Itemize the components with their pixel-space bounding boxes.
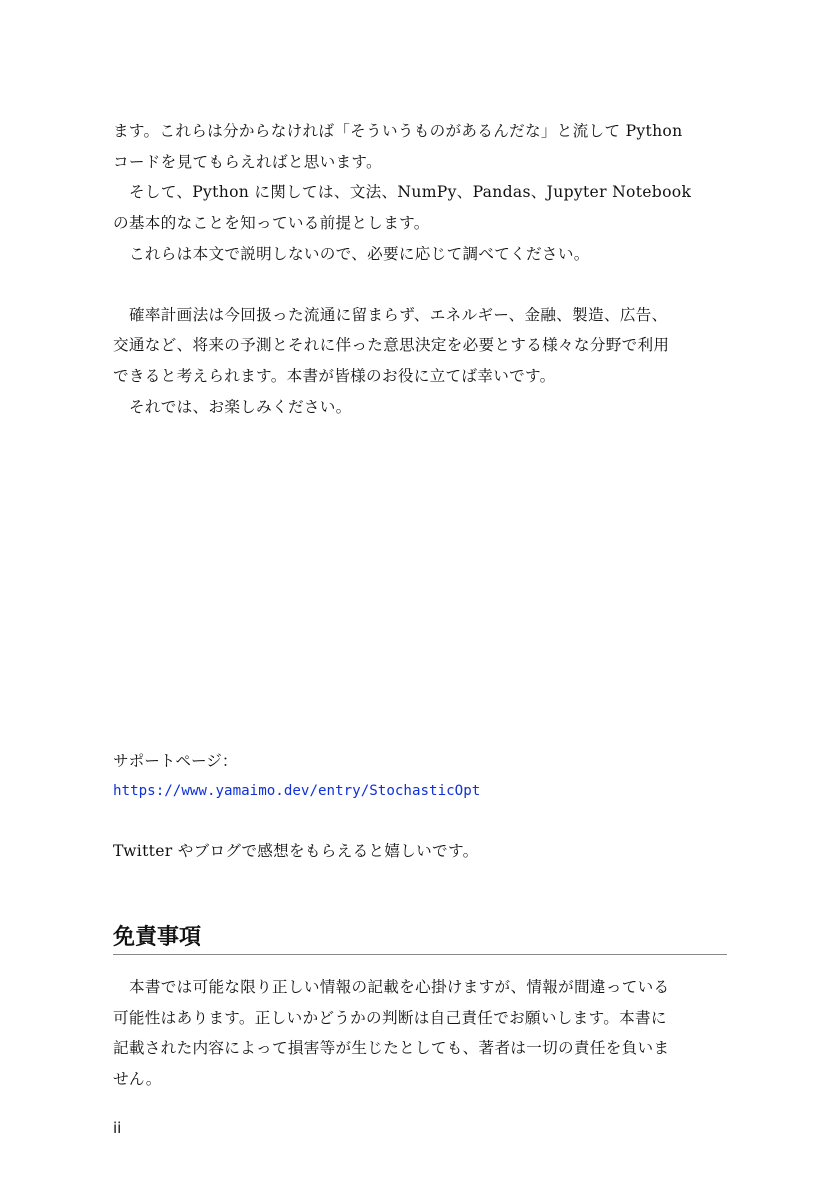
support-page-label: サポートページ： [113,752,238,770]
text-line: の基本的なことを知っている前提とします。 [113,214,430,233]
text-line: これらは本文で説明しないので、必要に応じて調べてください。 [129,244,590,263]
disclaimer-heading: 免責事項 [113,923,727,955]
intro-paragraph-2 [113,177,727,238]
text-line: ます。これらは分からなければ「そういうものがあるんだな」と流して Python [113,122,683,140]
disclaimer-section [113,923,727,1095]
feedback-note: Twitter やブログで感想をもらえると嬉しいです。 [113,842,479,860]
text-line: 交通など、将来の予測とそれに伴った意思決定を必要とする様々な分野で利用 [113,336,670,355]
disclaimer-paragraph [113,972,727,1095]
text-line: 本書では可能な限り正しい情報の記載を心掛けますが、情報が間違っている [129,978,670,996]
closing-paragraph-1 [113,300,727,392]
intro-paragraph-1 [113,116,727,177]
page-number: ii [113,1119,122,1137]
text-line: それでは、お楽しみください。 [129,397,352,416]
support-page-link[interactable]: https://www.yamaimo.dev/entry/StochasticOpt [113,783,481,799]
text-line: 可能性はあります。正しいかどうかの判断は自己責任でお願いします。本書に [113,1008,667,1027]
text-line: コードを見てもらえればと思います。 [113,152,382,171]
text-line: 確率計画法は今回扱った流通に留まらず、エネルギー、金融、製造、広告、 [129,305,668,324]
text-line: 記載された内容によって損害等が生じたとしても、著者は一切の責任を負いま [113,1039,670,1058]
intro-block [113,116,727,422]
text-line: そして、Python に関しては、文法、NumPy、Pandas、Jupyter Notebook [129,183,692,202]
text-line: せん。 [113,1070,162,1089]
paragraph-gap [113,270,727,300]
text-line: できると考えられます。本書が皆様のお役に立てば幸いです。 [113,366,556,385]
intro-paragraph-3 [113,239,727,270]
support-section [113,746,727,866]
closing-paragraph-2 [113,392,727,423]
